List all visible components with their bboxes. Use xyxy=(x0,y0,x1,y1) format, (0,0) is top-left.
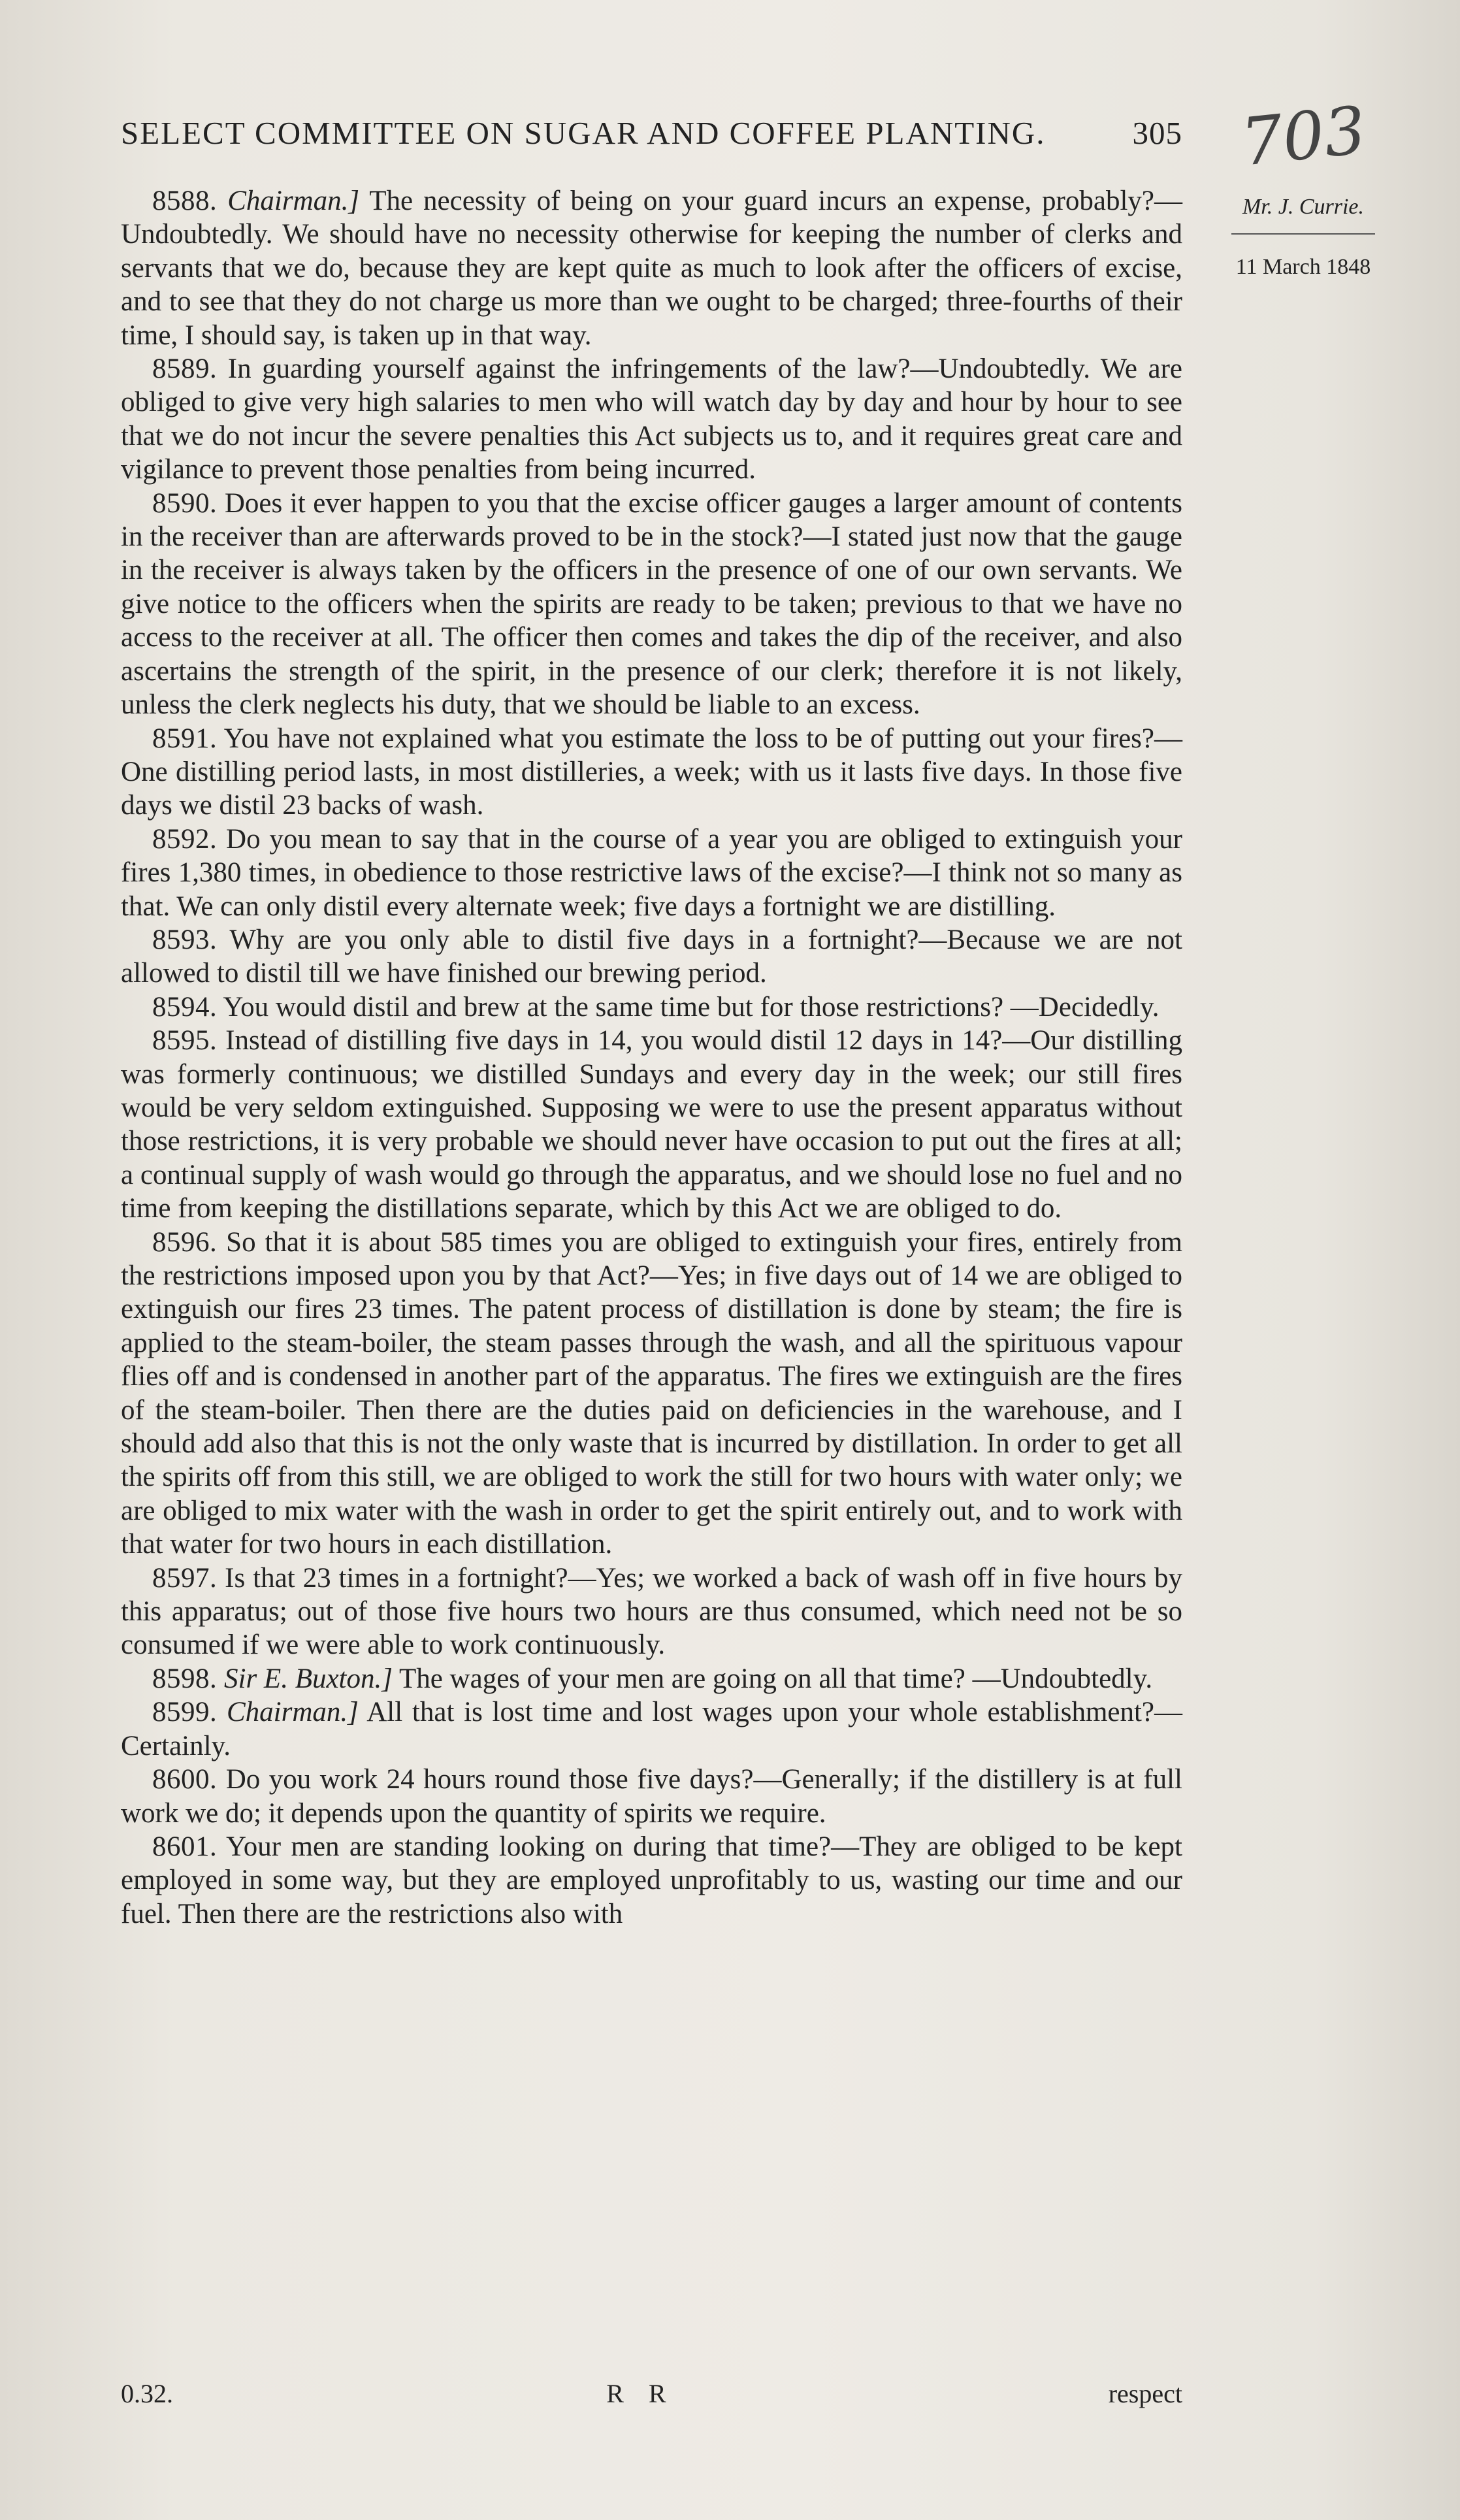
margin-date: 11 March 1848 xyxy=(1235,255,1371,279)
paragraph-text: Instead of distilling five days in 14, you would distil 12 days in 14?—Our distilling was formerly continuous; we distilled Sundays and every day in the week; our still fires would be very seldom extinguished. Supposing we were to use the present apparatus without those restrictions, it is very probable we should never have occasion to put out the fires at all; a continual supply of wash would go through the apparatus, and we should lose no fuel and no time from keeping the distillations separate, which by this Act we are obliged to do. xyxy=(121,1025,1182,1224)
testimony-paragraph xyxy=(121,184,1182,352)
question-number: 8590. xyxy=(152,487,218,519)
testimony-paragraph xyxy=(121,352,1182,487)
running-header xyxy=(121,114,1182,152)
paragraph-text: Do you work 24 hours round those five days?—Generally; if the distillery is at full work we do; it depends upon the quantity of spirits we require. xyxy=(121,1764,1182,1829)
testimony-paragraph xyxy=(121,1662,1182,1695)
question-number: 8599. xyxy=(152,1697,218,1728)
paragraph-text: Your men are standing looking on during that time?—They are obliged to be kept employed in some way, but they are employed unprofitably to us, wasting our time and our fuel. Then there are the restrictions also with xyxy=(121,1831,1182,1929)
paragraph-text: You have not explained what you estimate the loss to be of putting out your fires?—One distilling period lasts, in most distilleries, a week; with us it lasts five days. In those five days we distil 23 backs of wash. xyxy=(121,723,1182,821)
paragraph-text: Is that 23 times in a fortnight?—Yes; we worked a back of wash off in five hours by this apparatus; out of those five hours two hours are thus consumed, which need not be so consumed if we were able to work continuously. xyxy=(121,1562,1182,1661)
testimony-paragraph xyxy=(121,1763,1182,1830)
footer-signature-mark: R R xyxy=(606,2379,675,2408)
paragraph-text: Do you mean to say that in the course of a year you are obliged to extinguish your fires 1,380 times, in obedience to those restrictive laws of the excise?—I think not so many as that. We can only distil every alternate week; five days a fortnight we are distilling. xyxy=(121,823,1182,922)
question-number: 8595. xyxy=(152,1025,218,1056)
testimony-paragraph xyxy=(121,1226,1182,1562)
question-number: 8600. xyxy=(152,1764,218,1795)
testimony-paragraph xyxy=(121,722,1182,823)
question-number: 8588. xyxy=(152,186,218,216)
paragraph-text: You would distil and brew at the same time but for those restrictions? —Decidedly. xyxy=(217,991,1160,1023)
page-number: 305 xyxy=(1132,115,1182,151)
testimony-paragraph xyxy=(121,990,1182,1024)
paragraph-text: So that it is about 585 times you are obliged to extinguish your fires, entirely from the restrictions imposed upon you by that Act?—Yes; in five days out of 14 we are obliged to extinguish our fires 23 times. The patent process of distillation is done by steam; the fire is applied to the steam-boiler, the steam passes through the wash, and all the spirituous vapour flies off and is condensed in another part of the apparatus. The fires we extinguish are the fires of the steam-boiler. Then there are the duties paid on deficiencies in the warehouse, and I should add also that this is not the only waste that is incurred by distillation. In order to get all the spirits off from this still, we are obliged to work the still for two hours with water only; we are obliged to mix water with the wash in order to get the spirit entirely out, and to work with that water for two hours in each distillation. xyxy=(121,1226,1182,1560)
testimony-paragraph xyxy=(121,1830,1182,1931)
paragraph-text: In guarding yourself against the infringements of the law?—Undoubtedly. We are obliged to give very high salaries to men who will watch day by day and hour by hour to see that we do not incur the severe penalties this Act subjects us to, and it requires great care and vigilance to prevent those penalties from being incurred. xyxy=(121,353,1182,485)
footer-signature-number: 0.32. xyxy=(121,2379,173,2408)
margin-rule xyxy=(1231,233,1375,235)
paragraph-text: The wages of your men are going on all that time? —Undoubtedly. xyxy=(392,1663,1153,1694)
margin-witness-name: Mr. J. Currie. xyxy=(1242,195,1365,219)
testimony-body xyxy=(121,184,1182,1931)
speaker-label: Chairman.] xyxy=(227,186,360,216)
testimony-paragraph xyxy=(121,1695,1182,1763)
question-number: 8596. xyxy=(152,1226,218,1258)
question-number: 8591. xyxy=(152,723,218,754)
paragraph-text: Why are you only able to distil five days in a fortnight?—Because we are not allowed to distil till we have finished our brewing period. xyxy=(121,924,1182,989)
question-number: 8598. xyxy=(152,1663,218,1694)
testimony-paragraph xyxy=(121,487,1182,722)
speaker-label: Chairman.] xyxy=(226,1697,359,1728)
question-number: 8594. xyxy=(152,991,218,1023)
testimony-paragraph xyxy=(121,1562,1182,1662)
question-number: 8593. xyxy=(152,924,218,955)
question-number: 8589. xyxy=(152,353,218,385)
testimony-paragraph xyxy=(121,823,1182,923)
handwritten-folio-number: 703 xyxy=(1237,91,1370,181)
page-footer xyxy=(121,2378,1182,2409)
speaker-label: Sir E. Buxton.] xyxy=(224,1663,393,1694)
question-number: 8592. xyxy=(152,823,218,855)
running-title: SELECT COMMITTEE ON SUGAR AND COFFEE PLANTING. xyxy=(121,115,1046,151)
question-number: 8601. xyxy=(152,1831,218,1862)
catchword: respect xyxy=(1108,2379,1182,2408)
testimony-paragraph xyxy=(121,923,1182,990)
paragraph-text: The necessity of being on your guard incurs an expense, probably?—Undoubtedly. We should have no necessity otherwise for keeping the number of clerks and servants that we do, because they are kept quite as much to look after the officers of excise, and to see that they do not charge us more than we ought to be charged; three-fourths of their time, I should say, is taken up in that way. xyxy=(121,186,1182,351)
paragraph-text: Does it ever happen to you that the excise officer gauges a larger amount of contents in the receiver than are afterwards proved to be in the stock?—I stated just now that the gauge in the receiver is always taken by the officers in the presence of one of our own servants. We give notice to the officers when the spirits are ready to be taken; previous to that we have no access to the receiver at all. The officer then comes and takes the dip of the receiver, and also ascertains the strength of the spirit, in the presence of our clerk; therefore it is not likely, unless the clerk neglects his duty, that we should be liable to an excess. xyxy=(121,487,1182,721)
question-number: 8597. xyxy=(152,1562,218,1594)
testimony-paragraph xyxy=(121,1024,1182,1225)
paragraph-text: All that is lost time and lost wages upon your whole establishment?—Certainly. xyxy=(121,1697,1183,1761)
